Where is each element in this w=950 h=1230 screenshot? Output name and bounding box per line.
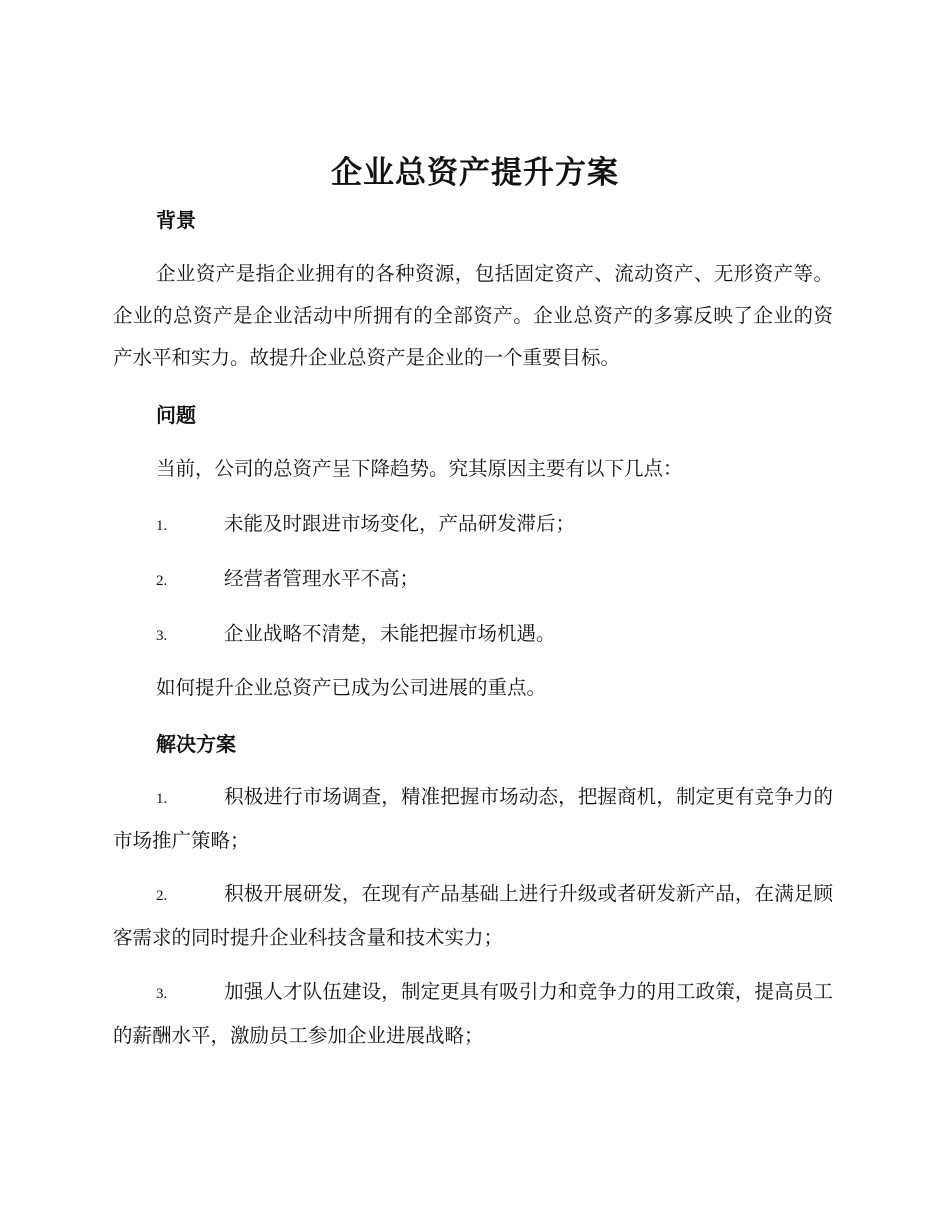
solution-item xyxy=(113,873,833,959)
list-number: 1. xyxy=(156,791,168,807)
list-number: 3. xyxy=(156,986,168,1002)
list-number: 1. xyxy=(156,518,168,534)
problem-item xyxy=(156,620,556,650)
list-number: 2. xyxy=(156,573,168,589)
problem-item xyxy=(156,510,575,540)
list-number: 3. xyxy=(156,628,168,644)
list-item-text: 企业战略不清楚，未能把握市场机遇。 xyxy=(224,622,556,645)
solution-item xyxy=(113,971,833,1057)
list-item-text: 加强人才队伍建设，制定更具有吸引力和竞争力的用工政策，提高员工的薪酬水平，激励员工参加企业进展战略； xyxy=(113,980,833,1047)
document-title: 企业总资产提升方案 xyxy=(331,155,619,191)
problem-item xyxy=(156,565,419,595)
list-number: 2. xyxy=(156,888,168,904)
problem-intro: 当前，公司的总资产呈下降趋势。究其原因主要有以下几点： xyxy=(156,457,683,480)
problem-conclusion: 如何提升企业总资产已成为公司进展的重点。 xyxy=(156,676,547,699)
list-item-text: 积极开展研发，在现有产品基础上进行升级或者研发新产品，在满足顾客需求的同时提升企业科技含量和技术实力； xyxy=(113,882,833,949)
section-heading-solution: 解决方案 xyxy=(156,732,236,756)
list-item-text: 积极进行市场调查，精准把握市场动态，把握商机，制定更有竞争力的市场推广策略； xyxy=(113,785,833,852)
background-paragraph: 企业资产是指企业拥有的各种资源，包括固定资产、流动资产、无形资产等。企业的总资产是企业活动中所拥有的全部资产。企业总资产的多寡反映了企业的资产水平和实力。故提升企业总资产是企业的一个重要目标。 xyxy=(113,262,833,369)
list-item-text: 未能及时跟进市场变化，产品研发滞后； xyxy=(224,512,576,535)
solution-item xyxy=(113,776,833,862)
section-heading-problem: 问题 xyxy=(156,403,196,427)
section-heading-background: 背景 xyxy=(156,208,196,232)
list-item-text: 经营者管理水平不高； xyxy=(224,567,420,590)
